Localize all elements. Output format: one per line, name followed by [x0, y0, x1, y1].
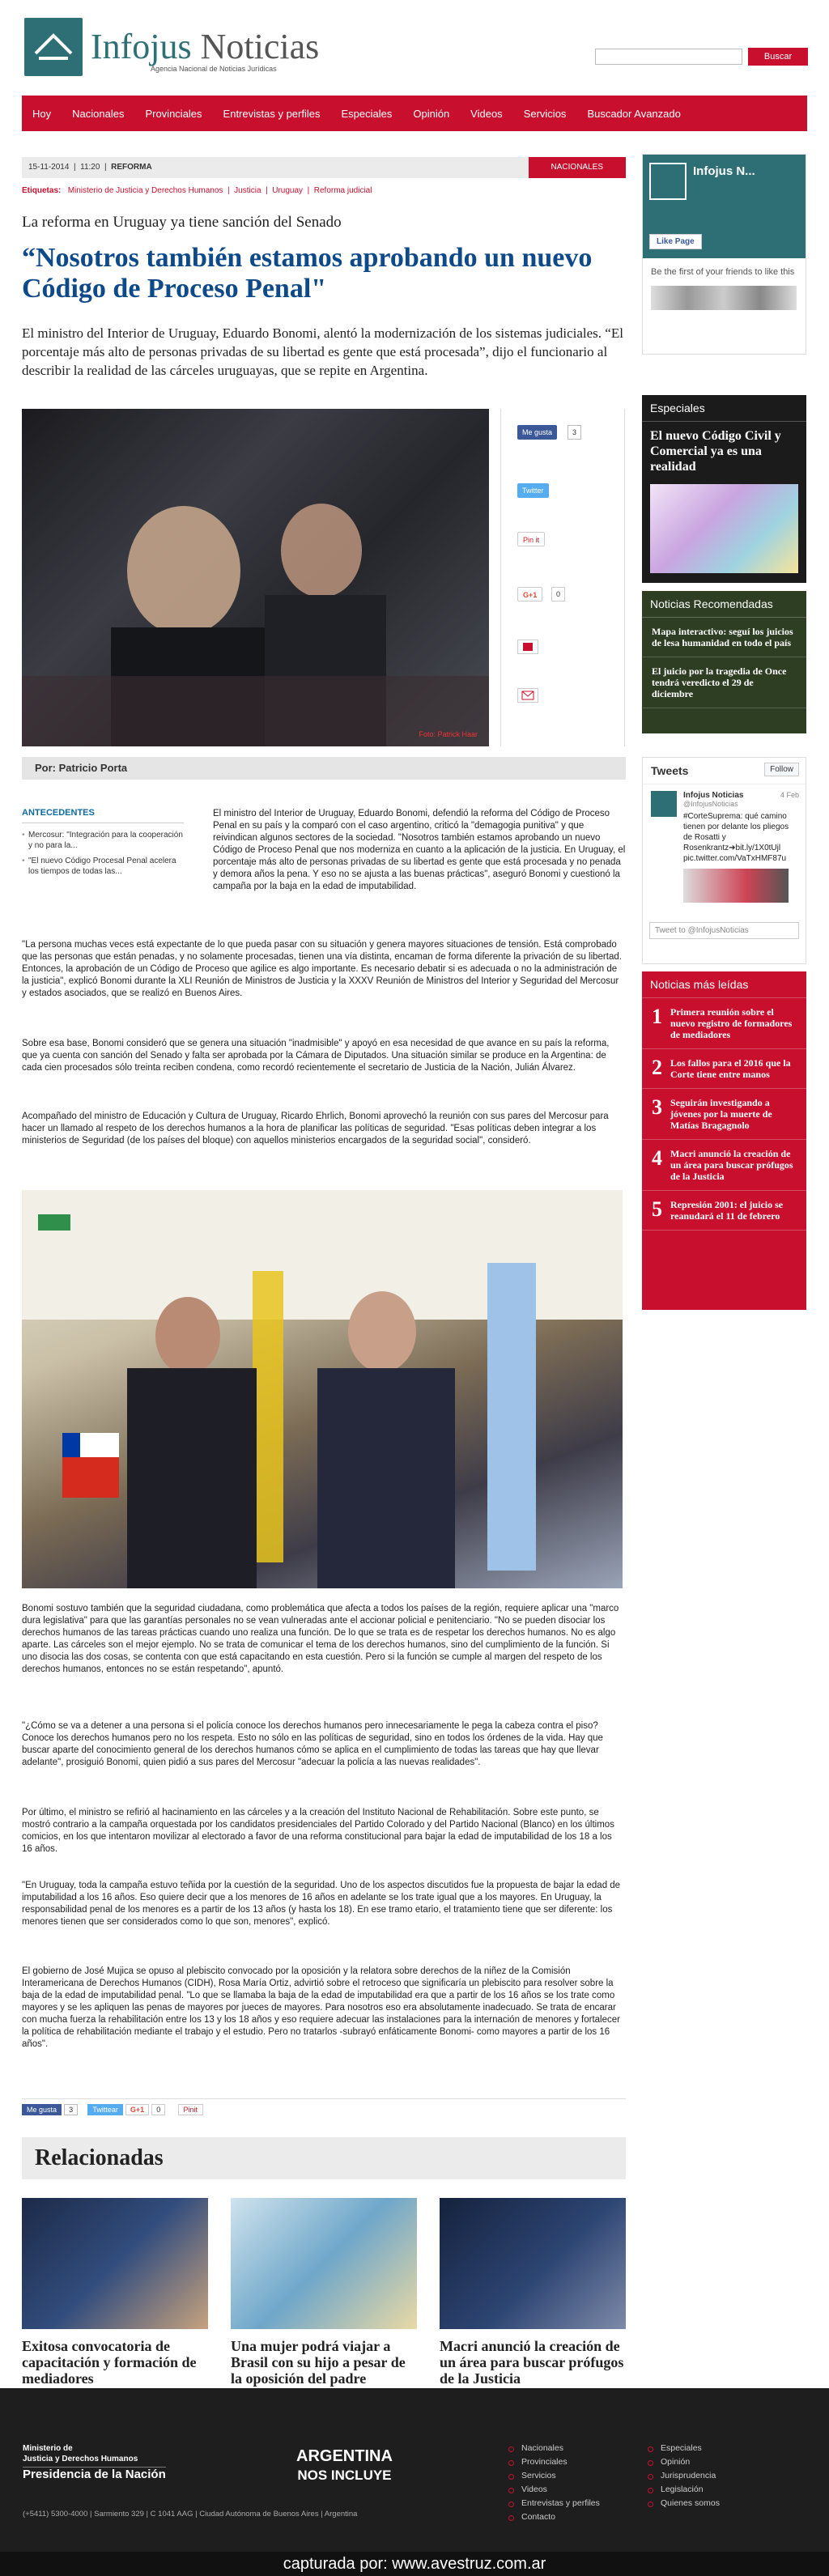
pinterest-button[interactable]: Pin it: [517, 532, 545, 546]
footer-link[interactable]: Servicios: [508, 2469, 600, 2483]
antecedente-link[interactable]: • Mercosur: "Integración para la cooperación y no para la...: [22, 830, 184, 851]
nav-opinion[interactable]: Opinión: [413, 107, 450, 120]
related-title[interactable]: Macri anunció la creación de un área para buscar prófugos de la Justicia: [440, 2338, 624, 2387]
tweet-image[interactable]: [683, 869, 789, 903]
related-title[interactable]: Exitosa convocatoria de capacitación y formación de mediadores: [22, 2338, 197, 2387]
antecedentes-box: [22, 808, 184, 882]
facebook-count: 3: [64, 2104, 78, 2115]
email-icon[interactable]: [517, 688, 538, 703]
especiales-image[interactable]: [650, 484, 798, 573]
footer-link[interactable]: Opinión: [648, 2455, 720, 2469]
nav-hoy[interactable]: Hoy: [32, 107, 52, 120]
pinterest-button[interactable]: Pinit: [178, 2104, 204, 2115]
photo-credit: Foto: Patrick Haar: [419, 730, 478, 738]
article-meta: 15-11-2014 | 11:20 | REFORMA NACIONALES: [22, 157, 626, 178]
antecedentes-heading: ANTECEDENTES: [22, 808, 184, 823]
footer-link[interactable]: Contacto: [508, 2510, 600, 2524]
most-read-title[interactable]: Seguirán investigando a jóvenes por la muerte de Matías Bragagnolo: [670, 1097, 772, 1131]
tag-link[interactable]: Justicia: [234, 186, 261, 195]
especiales-title[interactable]: El nuevo Código Civil y Comercial ya es una realidad: [650, 429, 781, 474]
tweet-user[interactable]: Infojus Noticias: [683, 791, 744, 800]
campaign-line: NOS INCLUYE: [297, 2468, 392, 2483]
gplus-button[interactable]: G+1: [125, 2104, 149, 2115]
twitter-button[interactable]: Twitter: [517, 483, 549, 498]
article-paragraph: Acompañado del ministro de Educación y Cultura de Uruguay, Ricardo Ehrlich, Bonomi aprovechó la reunión con sus pares del Mercosur para hacer un llamado al respeto de los derechos humanos a la hora de planificar las políticas de seguridad. "Esas políticas deben integrar a los ministerios de Seguridad (de los países del bloque) con aquellos ministerios encargados de la seguridad social", consideró.: [22, 1112, 609, 1146]
capture-watermark: capturada por: www.avestruz.com.ar: [0, 2552, 829, 2576]
most-read-title[interactable]: Macri anunció la creación de un área para buscar prófugos de la Justicia: [670, 1148, 793, 1182]
article-paragraph: Sobre esa base, Bonomi consideró que se genera una situación "inadmisible" y apoyó en esa necesidad de que avance en su país la reforma, que ya cuenta con sanción del Senado y falta ser aprobada por la Cámara de Diputados. Una situación similar se produce en la Argentina: de cada cien procesados sólo treinta reciben condena, como recordó recientemente el secretario de Justicia de la Nación, Julián Álvarez.: [22, 1039, 610, 1073]
most-read-item[interactable]: [642, 1191, 806, 1231]
footer-link[interactable]: Provinciales: [508, 2455, 600, 2469]
tweets-header: [643, 758, 806, 784]
logo-tagline: Agencia Nacional de Noticias Jurídicas: [151, 65, 277, 73]
recommended-item[interactable]: Mapa interactivo: seguí los juicios de lesa humanidad en todo el país: [642, 618, 806, 657]
article-date: 15-11-2014: [28, 163, 70, 172]
article-author: Por: Patricio Porta: [22, 757, 626, 780]
footer-link[interactable]: Jurisprudencia: [648, 2469, 720, 2483]
ministry-logo[interactable]: [23, 2443, 166, 2480]
nav-videos[interactable]: Videos: [470, 107, 503, 120]
article-paragraph: Bonomi sostuvo también que la seguridad ciudadana, como problemática que afecta a todos los países de la región, requiere aplicar una "marco dura legislativa" para que las garantías personales no se vean vulneradas ante el accionar policial e penitenciario. "No se pueden disociar los derechos humanos de las tareas prácticas cuando uno realiza una función. De lo que se trata es de respetar los derechos humanos. No es algo aparte. Las cárceles son el mejor ejemplo. No se trata de comunicar el tema de los derechos humanos, sino del cumplimiento de la función. Si uno disocia las dos cosas, se contenta con que está capacitando en esta cuestión. Pero si la función se cumple al margen del respeto de los derechos humanos, entonces no se están respetando", apuntó.: [22, 1604, 619, 1674]
most-read-item[interactable]: [642, 1140, 806, 1191]
tweet-date: 4 Feb: [780, 791, 799, 799]
nav-entrevistas[interactable]: Entrevistas y perfiles: [223, 107, 321, 120]
rank-number: 4: [652, 1146, 662, 1170]
facebook-like-page-button[interactable]: Like Page: [649, 234, 702, 249]
article-kicker: La reforma en Uruguay ya tiene sanción del Senado: [22, 214, 342, 231]
site-header: [0, 0, 829, 89]
footer-link[interactable]: Legislación: [648, 2483, 720, 2497]
facebook-like-button[interactable]: Me gusta: [22, 2104, 62, 2115]
related-heading: Relacionadas: [22, 2137, 626, 2179]
facebook-widget: [642, 154, 806, 355]
facebook-friends-text: Be the first of your friends to like this: [651, 267, 795, 277]
main-nav: [22, 96, 807, 131]
most-read-item[interactable]: [642, 1049, 806, 1089]
gplus-button[interactable]: G+1: [517, 587, 542, 601]
article-photo-secondary: [22, 1190, 623, 1588]
rank-number: 3: [652, 1095, 662, 1119]
footer-link[interactable]: Especiales: [648, 2442, 720, 2455]
section-tag[interactable]: NACIONALES: [529, 157, 626, 178]
footer-address: (+5411) 5300-4000 | Sarmiento 329 | C 1041 AAG | Ciudad Autónoma de Buenos Aires | Argentina: [23, 2510, 358, 2519]
most-read-item[interactable]: [642, 1089, 806, 1140]
twitter-widget: [642, 757, 806, 964]
twitter-follow-button[interactable]: Follow: [764, 763, 799, 776]
footer-link[interactable]: Quienes somos: [648, 2497, 720, 2510]
footer-link[interactable]: Nacionales: [508, 2442, 600, 2455]
related-title[interactable]: Una mujer podrá viajar a Brasil con su hijo a pesar de la oposición del padre: [231, 2338, 406, 2387]
gplus-count: 0: [551, 587, 565, 601]
tag-link[interactable]: Reforma judicial: [313, 186, 372, 195]
nav-especiales[interactable]: Especiales: [341, 107, 393, 120]
nav-provinciales[interactable]: Provinciales: [145, 107, 202, 120]
page-avatar: [649, 163, 687, 200]
logo-icon[interactable]: [24, 18, 83, 76]
article-paragraph: "En Uruguay, toda la campaña estuvo teñida por la cuestión de la seguridad. Uno de los aspectos discutidos fue la propuesta de bajar la edad de imputabilidad a los 16 años. Eso quiere decir que a los menores de 16 años en adelante se los trate igual que a los mayores. En Uruguay, la responsabilidad penal de los menores es a partir de los 13 años (y hasta los 18). En ese tramo etario, el tratamiento tiene que ser diferente: los menores tienen que ser considerados como lo que son, menores", explicó.: [22, 1881, 621, 1927]
print-icon[interactable]: [517, 640, 538, 654]
share-column: [500, 409, 625, 746]
rank-number: 1: [652, 1005, 662, 1028]
tweet-compose-input[interactable]: Tweet to @InfojusNoticias: [649, 922, 799, 939]
search-input[interactable]: [595, 49, 742, 65]
campaign-logo: [296, 2446, 393, 2485]
facebook-cover: [643, 155, 806, 258]
tweet-text: #CorteSuprema: qué camino tienen por delante los pliegos de Rosatti y Rosenkrantz➔bit.ly/1X0tUjl pic.twitter.com/VaTxHMF87u: [683, 812, 789, 863]
rank-number: 2: [652, 1056, 662, 1079]
nav-servicios[interactable]: Servicios: [523, 107, 567, 120]
most-read-title[interactable]: Los fallos para el 2016 que la Corte tiene entre manos: [670, 1057, 791, 1080]
tweet-handle: @InfojusNoticias: [683, 800, 738, 808]
footer-link[interactable]: Entrevistas y perfiles: [508, 2497, 600, 2510]
article-paragraph: El ministro del Interior de Uruguay, Eduardo Bonomi, defendió la reforma del Código de Proceso Penal en su país y la comparó con el caso argentino, criticó la "demagogia punitiva" y que reivindican algunos sectores de la sociedad. "Nosotros también estamos aprobando un nuevo Código de Proceso Penal que nos moderniza en cuanto a la aplicación de la justicia. En Uruguay, el porcentaje más alto de personas privadas de su libertad es gente que está procesada y no penada y demora años la pena. Y eso no se ajusta a las buenas prácticas", aseguró Bonomi y cuestionó la campaña por la baja en la edad de imputabilidad.: [213, 809, 626, 891]
logo-wordmark[interactable]: Infojus Noticias: [91, 27, 320, 66]
tag-link[interactable]: Uruguay: [272, 186, 304, 195]
especiales-heading: Especiales: [642, 395, 806, 422]
tags-row: Etiquetas: Ministerio de Justicia y Derechos Humanos | Justicia | Uruguay | Reforma judicial: [22, 186, 372, 195]
ministry-line: Ministerio de: [23, 2444, 73, 2453]
related-thumbnail[interactable]: [440, 2198, 626, 2329]
campaign-line: ARGENTINA: [296, 2447, 393, 2465]
most-read-title[interactable]: Represión 2001: el juicio se reanudará el 11 de febrero: [670, 1199, 784, 1222]
tag-link[interactable]: Ministerio de Justicia y Derechos Humanos: [67, 186, 223, 195]
gplus-count: 0: [151, 2104, 165, 2115]
twitter-button[interactable]: Twittear: [87, 2104, 123, 2115]
article-lead: El ministro del Interior de Uruguay, Eduardo Bonomi, alentó la modernización de los sistemas judiciales. “El porcentaje más alto de personas privadas de su libertad es gente que está procesada”, dijo el funcionario al describir la realidad de las cárceles uruguayas, que se repite en Argentina.: [22, 325, 623, 378]
recommended-widget: [642, 591, 806, 733]
related-thumbnail[interactable]: [231, 2198, 417, 2329]
article-paragraph: Por último, el ministro se refirió al hacinamiento en las cárceles y a la creación del Instituto Nacional de Rehabilitación. Sobre este punto, se mostró contrario a la campaña orquestada por los candidatos presidenciales del Partido Colorado y del Partido Nacional (Blanco) en los últimos comicios, en los que intentaron movilizar al electorado a favor de una reforma constitucional para bajar la edad de imputabilidad de los 18 a los 16 años.: [22, 1808, 614, 1854]
facebook-like-button[interactable]: Me gusta: [517, 425, 557, 440]
nav-nacionales[interactable]: Nacionales: [72, 107, 125, 120]
antecedente-link[interactable]: • "El nuevo Código Procesal Penal acelera los tiempos de todas las...: [22, 856, 184, 877]
article-paragraph: El gobierno de José Mujica se opuso al plebiscito convocado por la oposición y la relatora sobre derechos de la niñez de la Comisión Interamericana de Derechos Humanos (CIDH), Rosa María Ortiz, advirtió sobre el retroceso que significaría un plebiscito para resolver sobre la baja de la edad de imputabilidad penal. "Lo que se llamaba la baja de la edad de imputabilidad era que a partir de los 16 años se los trate como mayores y se les apliquen las penas de mayores por jueces de mayores. Para nosotros eso era absolutamente inadecuado. Se trata de encarar con mucha fuerza la rehabilitación entre los 13 y los 18 años y eso requiere adecuar las instalaciones para la internación de menores y fortalecer la política de rehabilitación mediante el trabajo y el estudio. Pero no tratarlos -subrayó enfáticamente Bonomi- como mayores a partir de los 16 años".: [22, 1966, 620, 2049]
article-time: 11:20: [80, 163, 100, 172]
most-read-heading: Noticias más leídas: [642, 971, 806, 998]
facebook-page-title[interactable]: Infojus N...: [693, 164, 755, 178]
article-paragraph: "¿Cómo se va a detener a una persona si el policía conoce los derechos humanos pero innecesariamente le pega la cabeza contra el piso? Conoce los derechos humanos pero no los respeta. Esto no sólo en las políticas de seguridad, sino en todos los órdenes de la vida. Hay que buscar aparte del conocimiento general de los derechos humanos cómo se aplica en el cumplimiento de todas las tareas que hay que llevar adelante", prosiguió Bonomi, quien pidió a sus pares del Mercosur "adecuar la policía a las nuevas realidades".: [22, 1721, 603, 1767]
tags-heading: Etiquetas:: [22, 186, 62, 195]
tweet-card: [643, 784, 806, 922]
nav-buscador[interactable]: Buscador Avanzado: [587, 107, 681, 120]
article-section: REFORMA: [111, 163, 152, 172]
article-title: “Nosotros también estamos aprobando un nuevo Código de Proceso Penal": [22, 243, 593, 304]
footer-link[interactable]: Videos: [508, 2483, 600, 2497]
footer-links-col: [508, 2442, 600, 2524]
facebook-faces: [651, 286, 797, 310]
tweets-heading: Tweets: [651, 764, 689, 777]
most-read-item[interactable]: [642, 998, 806, 1049]
site-footer: [0, 2388, 829, 2576]
bottom-share-bar: [22, 2098, 626, 2123]
recommended-heading: Noticias Recomendadas: [642, 591, 806, 618]
most-read-title[interactable]: Primera reunión sobre el nuevo registro de formadores de mediadores: [670, 1006, 793, 1040]
ministry-line: Presidencia de la Nación: [23, 2468, 166, 2481]
ministry-line: Justicia y Derechos Humanos: [23, 2455, 138, 2463]
article-photo-main: [22, 409, 489, 746]
especiales-widget: [642, 395, 806, 583]
footer-links-col: [648, 2442, 720, 2510]
rank-number: 5: [652, 1197, 662, 1221]
tweet-avatar: [651, 791, 677, 817]
search-button[interactable]: Buscar: [748, 48, 808, 66]
facebook-count: 3: [568, 425, 581, 440]
recommended-item[interactable]: El juicio por la tragedia de Once tendrá veredicto el 29 de diciembre: [642, 657, 806, 708]
most-read-widget: [642, 971, 806, 1310]
article-paragraph: "La persona muchas veces está expectante de lo que pueda pasar con su situación y genera mayores situaciones de tensión. Está comprobado que las personas que están penadas, y no solamente procesadas, tienen una vía distinta, encaman de forma diferente la privación de su libertad. Entonces, la aprobación de un Código de Proceso que agilice es algo importante. Es necesario debatir si es adecuada o no la administración de la justicia", explicó Bonomi durante la XLI Reunión de Ministros de Justicia y la XXXV Reunión de Ministros del Interior y Seguridad del Mercosur y estados asociados, que se realizó en Buenos Aires.: [22, 940, 622, 998]
related-thumbnail[interactable]: [22, 2198, 208, 2329]
